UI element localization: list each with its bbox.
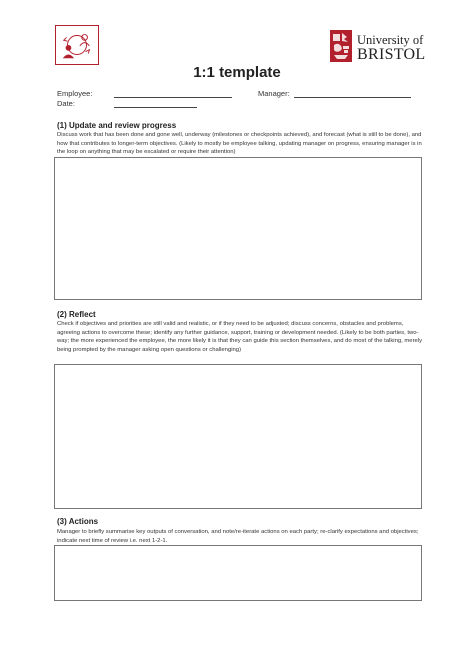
section-1-textbox[interactable] bbox=[54, 157, 422, 300]
page-title: 1:1 template bbox=[193, 64, 281, 81]
date-label: Date: bbox=[57, 99, 75, 108]
university-logo bbox=[330, 30, 430, 68]
section-3-description: Manager to briefly summarise key outputs of conversation, and note/re-iterate actions on each party; re-clarify expectations and objectives; indicate next time of review i.e. next 1-2-1. bbox=[57, 529, 419, 544]
manager-label: Manager: bbox=[258, 89, 290, 98]
logo-line-1: University of bbox=[357, 33, 424, 47]
section-3-textbox[interactable] bbox=[54, 545, 422, 601]
people-arrows-icon bbox=[55, 25, 99, 65]
employee-label: Employee: bbox=[57, 89, 93, 98]
section-2-heading: (2) Reflect bbox=[57, 310, 96, 319]
section-3-heading: (3) Actions bbox=[57, 517, 99, 526]
section-1-description: Discuss work that has been done and gone well, underway (milestones or checkpoints achieved), and forecast (what is still to be done), and how that contributes to longer-term objectives. (Likely to mostly be employee talking, updating manager on progress, ensuring manager is in the loop on anything that may be escalated or require their attention) bbox=[57, 132, 422, 156]
section-2-description: Check if objectives and priorities are still valid and realistic, or if they need to be adjusted; discuss concerns, obstacles and problems, agreeing actions to overcome these; identify any further guidance, support, training or development needed. (Likely to be both parties, two-way; the more experienced the employee, the more likely it is that they can guide this section themselves, and do most of the talking, merely being prompted by the manager asking open questions or challenging) bbox=[57, 321, 423, 353]
date-field[interactable] bbox=[114, 107, 197, 108]
university-crest-icon bbox=[330, 30, 352, 62]
manager-field[interactable] bbox=[294, 97, 411, 98]
section-2-textbox[interactable] bbox=[54, 364, 422, 509]
logo-line-2: BRISTOL bbox=[357, 46, 426, 63]
employee-field[interactable] bbox=[114, 97, 232, 98]
section-1-heading: (1) Update and review progress bbox=[57, 121, 177, 130]
